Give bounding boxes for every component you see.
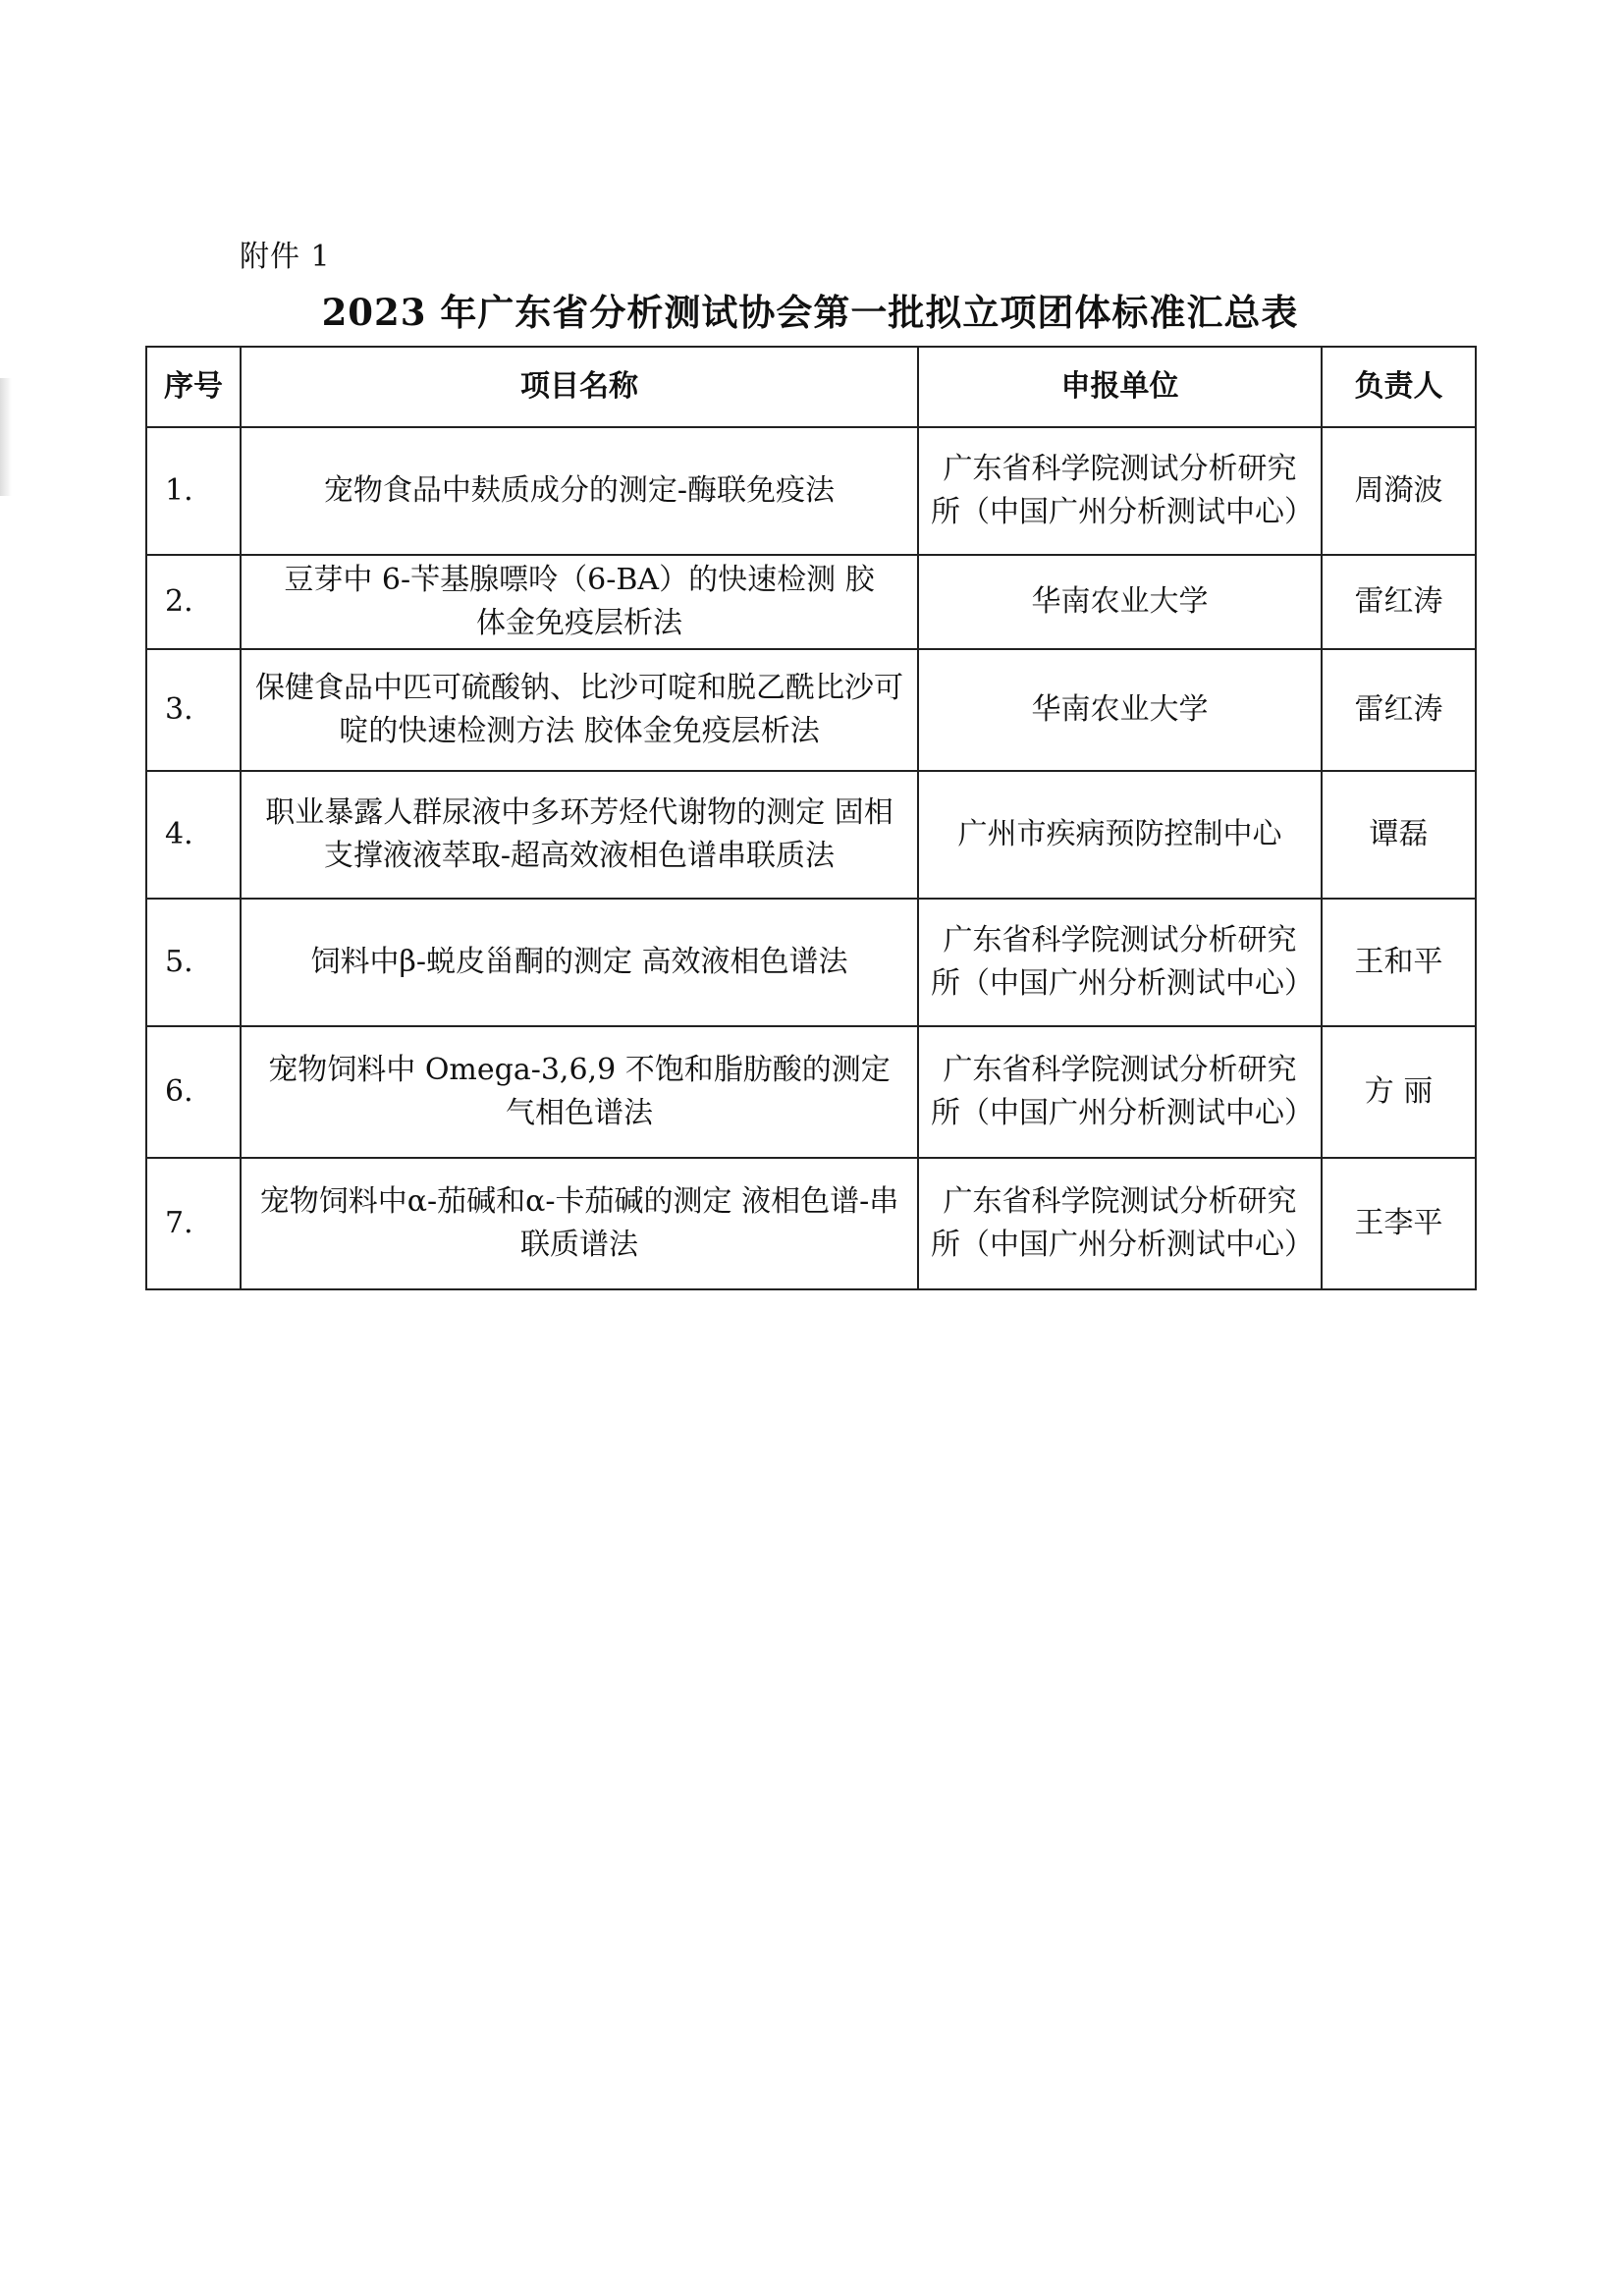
row-project: 保健食品中匹可硫酸钠、比沙可啶和脱乙酰比沙可啶的快速检测方法 胶体金免疫层析法 (241, 649, 918, 771)
row-person: 王李平 (1322, 1158, 1476, 1289)
header-unit: 申报单位 (918, 347, 1322, 427)
row-no: 1. (146, 427, 241, 555)
header-person: 负责人 (1322, 347, 1476, 427)
row-unit: 广东省科学院测试分析研究所（中国广州分析测试中心） (918, 899, 1322, 1026)
table-row (146, 771, 1476, 899)
table-row (146, 899, 1476, 1026)
row-unit: 广东省科学院测试分析研究所（中国广州分析测试中心） (918, 1026, 1322, 1158)
row-project: 豆芽中 6-苄基腺嘌呤（6-BA）的快速检测 胶体金免疫层析法 (241, 555, 918, 649)
row-unit: 广东省科学院测试分析研究所（中国广州分析测试中心） (918, 1158, 1322, 1289)
row-no: 7. (146, 1158, 241, 1289)
table-row (146, 649, 1476, 771)
row-no: 3. (146, 649, 241, 771)
row-unit: 华南农业大学 (918, 649, 1322, 771)
scan-edge-shadow (0, 378, 12, 496)
row-person: 方 丽 (1322, 1026, 1476, 1158)
row-unit: 华南农业大学 (918, 555, 1322, 649)
row-no: 2. (146, 555, 241, 649)
page-title: 2023 年广东省分析测试协会第一批拟立项团体标准汇总表 (321, 291, 1299, 334)
row-no: 5. (146, 899, 241, 1026)
row-project: 宠物饲料中 Omega-3,6,9 不饱和脂肪酸的测定 气相色谱法 (241, 1026, 918, 1158)
table-row (146, 1158, 1476, 1289)
row-project: 饲料中β-蜕皮甾酮的测定 高效液相色谱法 (241, 899, 918, 1026)
row-person: 王和平 (1322, 899, 1476, 1026)
row-no: 6. (146, 1026, 241, 1158)
row-person: 谭磊 (1322, 771, 1476, 899)
table-row (146, 555, 1476, 649)
table-row (146, 427, 1476, 555)
row-project: 职业暴露人群尿液中多环芳烃代谢物的测定 固相支撑液液萃取-超高效液相色谱串联质法 (241, 771, 918, 899)
header-no: 序号 (146, 347, 241, 427)
row-person: 周漪波 (1322, 427, 1476, 555)
table-header-row (146, 347, 1476, 427)
row-person: 雷红涛 (1322, 649, 1476, 771)
row-unit: 广东省科学院测试分析研究所（中国广州分析测试中心） (918, 427, 1322, 555)
header-project: 项目名称 (241, 347, 918, 427)
table-row (146, 1026, 1476, 1158)
row-no: 4. (146, 771, 241, 899)
row-project: 宠物饲料中α-茄碱和α-卡茄碱的测定 液相色谱-串联质谱法 (241, 1158, 918, 1289)
summary-table (145, 346, 1477, 1290)
row-unit: 广州市疾病预防控制中心 (918, 771, 1322, 899)
row-person: 雷红涛 (1322, 555, 1476, 649)
row-project: 宠物食品中麸质成分的测定-酶联免疫法 (241, 427, 918, 555)
attachment-label: 附件 1 (240, 240, 331, 274)
